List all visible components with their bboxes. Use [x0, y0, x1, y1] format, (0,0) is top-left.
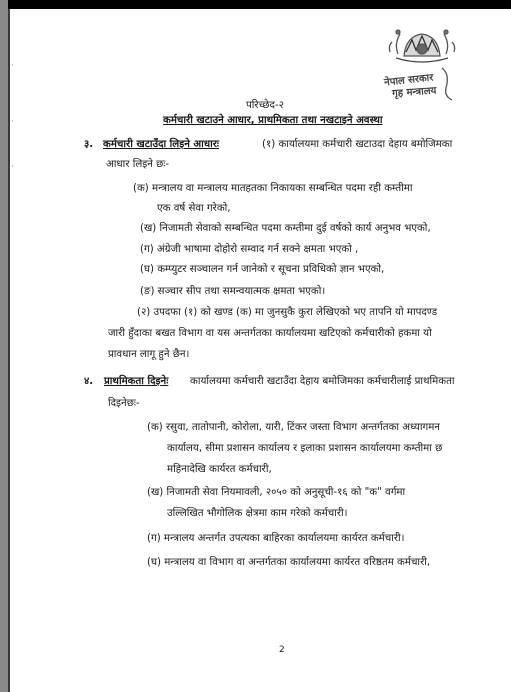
- list-item: (ग) अंग्रेजी भाषामा दोहोरो सम्वाद गर्न सक्ने क्षमता भएको ,: [140, 244, 359, 255]
- list-item: (क) रसुवा, तातोपानी, कोरोला, यारी, टिंकर जस्ता विभाग अन्तर्गतका अध्यागमन: [147, 422, 440, 433]
- window-left-edge: [8, 9, 10, 692]
- section-3-number: ३.: [84, 139, 94, 150]
- section-3-heading: कर्मचारी खटाउँदा लिइने आधारः: [103, 139, 219, 150]
- section-4-intro: कार्यालयमा कर्मचारी खटाउँदा देहाय बमोजिमका कर्मचारीलाई प्राथमिकता: [190, 376, 455, 387]
- paragraph-line: (२) उपदफा (१) को खण्ड (क) मा जुनसुकै कुरा लेखिएको भए तापनि यो मापदण्ड: [137, 307, 438, 318]
- list-item: (घ) कम्प्युटर सञ्चालन गर्न जानेको र सूचना प्रविधिको ज्ञान भएको,: [140, 264, 385, 275]
- list-item: (क) मन्त्रालय वा मन्त्रालय मातहतका निकायका सम्बन्धित पदमा रही कम्तीमा: [133, 183, 413, 194]
- section-3-intro: (१) कार्यालयमा कर्मचारी खटाउदा देहाय बमोजिमका: [262, 139, 453, 150]
- paragraph-line: प्रावधान लागू हुने छैन।: [108, 349, 190, 360]
- chapter-title: कर्मचारी खटाउने आधार, प्राथमिकता तथा नखटाइने अवस्था: [163, 115, 383, 126]
- page-number: 2: [279, 645, 285, 655]
- window-top-border: [0, 0, 511, 9]
- margin-mark: ·: [11, 61, 14, 71]
- list-item: कार्यालय, सीमा प्रशासन कार्यालय र इलाका प्रशासन कार्यालयमा कम्तीमा छ: [167, 443, 443, 454]
- list-item: (ख) निजामती सेवा नियमावली, २०५० को अनुसूची-१६ को "क" वर्गमा: [147, 487, 406, 498]
- list-item: (घ) मन्त्रालय वा विभाग वा अन्तर्गतका कार्यालयमा कार्यरत वरिष्ठतम कर्मचारी,: [147, 557, 431, 568]
- section-4-intro-cont: दिइनेछः-: [108, 398, 140, 409]
- list-item: एक वर्ष सेवा गरेको,: [157, 203, 231, 214]
- section-4-heading: प्राथमिकता दिइनेः: [104, 376, 169, 387]
- seal-line-2: गृह मन्त्रालय: [391, 85, 437, 100]
- paragraph-line: जारी हुँदाका बखत विभाग वा यस अन्तर्गतका कार्यालयमा खटिएको कर्मचारीको हकमा यो: [108, 328, 432, 339]
- list-item: (ख) निजामती सेवाको सम्बन्धित पदमा कम्तीमा दुई वर्षको कार्य अनुभव भएको,: [140, 223, 431, 234]
- section-4-number: ४.: [84, 376, 94, 387]
- seal-line-1: नेपाल सरकार: [383, 72, 434, 89]
- list-item: (ग) मन्त्रालय अन्तर्गत उपत्यका बाहिरका कार्यालयमा कार्यरत कर्मचारी।: [147, 533, 405, 544]
- section-3-intro-cont: आधार लिइने छः-: [106, 159, 170, 170]
- chapter-label: परिच्छेद-२: [246, 100, 284, 111]
- margin-mark: ·: [11, 162, 14, 172]
- list-item: महिनादेखि कार्यरत कर्मचारी,: [167, 464, 272, 475]
- list-item: उल्लिखित भौगोलिक क्षेत्रमा काम गरेको कर्मचारी।: [167, 508, 348, 519]
- margin-mark: ·: [11, 117, 14, 127]
- list-item: (ङ) सञ्चार सीप तथा समन्वयात्मक क्षमता भएको।: [140, 286, 326, 297]
- window-left-border: [0, 0, 8, 692]
